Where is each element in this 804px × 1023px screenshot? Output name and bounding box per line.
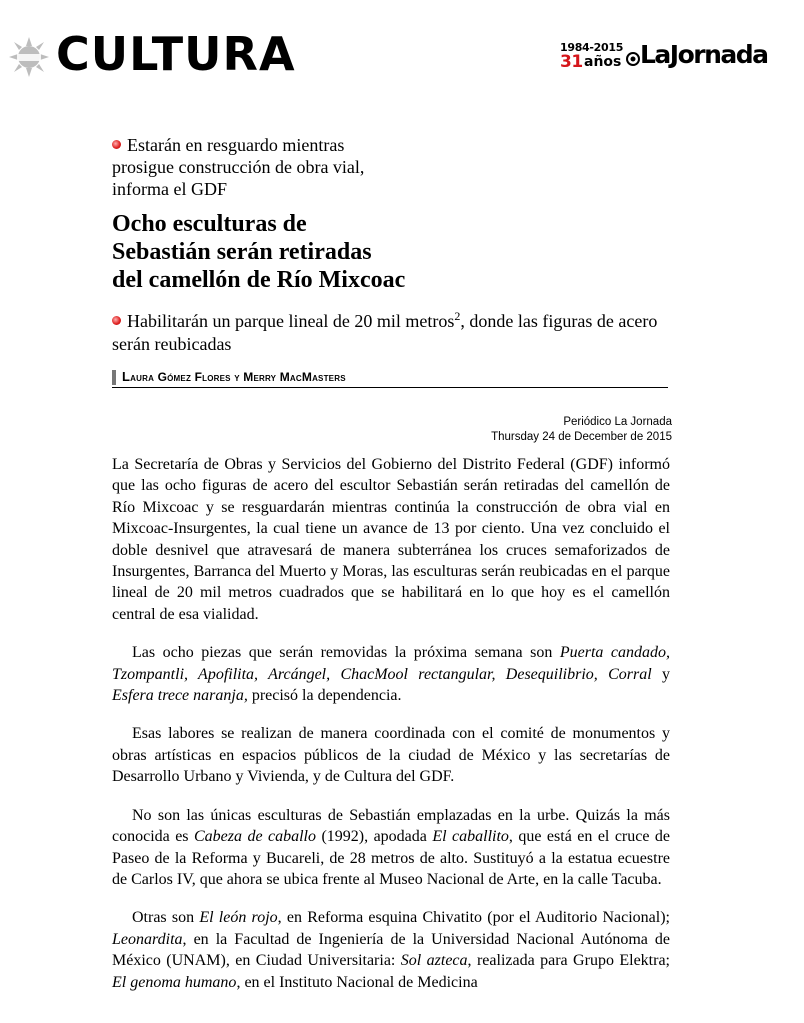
headline-line: Sebastián serán retiradas [112, 239, 372, 265]
brand-name: LaJornada [640, 40, 768, 69]
artwork-title: Sol azteca [400, 952, 468, 970]
paragraph-text: precisó la dependencia. [247, 687, 402, 705]
subhead-superscript: 2 [454, 309, 461, 323]
anniversary-years: 1984-2015 [560, 41, 624, 54]
headline-line: Ocho esculturas de [112, 211, 307, 237]
article-paragraph [112, 907, 670, 993]
article-kicker [112, 134, 402, 200]
paragraph-text: Otras son [132, 909, 200, 927]
paragraph-text: , en Reforma esquina Chivatito (por el Auditorio Nacional); [277, 909, 671, 927]
paragraph-text: , que está en el cruce de Paseo de la Reforma y Bucareli, de 28 metros de alto. Sustituyó a la estatua ecuestre de Carlos IV, que ahora se ubica frente al Museo Nacional de Arte, en la calle Tacuba. [112, 828, 671, 888]
paragraph-text: y [651, 665, 671, 683]
bullet-icon [112, 140, 121, 149]
article-paragraph: La Secretaría de Obras y Servicios del Gobierno del Distrito Federal (GDF) informó que las ocho figuras de acero del escultor Sebastián serán retiradas del camellón de Río Mixcoac y se resguardarán mientras continúa la construcción de obra vial en Mixcoac-Insurgentes, la cual tiene un avance de 13 por ciento. Una vez concluido el doble desnivel que atravesará de manera subterránea los cruces semaforizados de Insurgentes, Barranca del Muerto y Moras, las esculturas serán reubicadas en el parque lineal de 20 mil metros cuadrados que se habilitará en lo que hoy es el camellón central de esa vialidad. [112, 456, 670, 623]
subhead-text: Habilitarán un parque lineal de 20 mil metros [127, 311, 455, 331]
artwork-title: Puerta candado, Tzompantli, Apofilita, Arcángel, ChacMool rectangular, Desequilibrio, Corral [112, 644, 670, 683]
artwork-nickname: El caballito [432, 828, 509, 846]
publication-date: Thursday 24 de December de 2015 [491, 431, 672, 443]
source-name: Periódico La Jornada [563, 416, 672, 428]
article-byline [112, 369, 668, 388]
artwork-title: Esfera trece naranja, [112, 687, 248, 705]
brand-logo[interactable] [560, 40, 790, 80]
bullet-icon [112, 316, 121, 325]
paragraph-text: , en el Instituto Nacional de Medicina [236, 973, 478, 991]
sun-emblem-icon [8, 36, 50, 78]
article-paragraph [112, 642, 670, 706]
page-header [0, 0, 804, 100]
paragraph-text: No son las únicas esculturas de Sebastián emplazadas en la urbe. Quizás la más conocida es [112, 806, 670, 846]
article-headline [112, 210, 512, 294]
artwork-title: El león rojo [199, 909, 278, 927]
paragraph-text: Las ocho piezas que serán removidas la próxima semana son [132, 644, 560, 662]
brand-mark-icon [626, 52, 640, 66]
article-paragraph [112, 805, 670, 891]
subhead-rest: , donde las figuras de acero serán reubicadas [112, 311, 658, 354]
artwork-title: Leonardita [112, 930, 183, 948]
article-subheadline [112, 310, 672, 356]
headline-line: del camellón de Río Mixcoac [112, 267, 406, 293]
anniversary-count: 31 [560, 52, 583, 72]
article-source [491, 415, 672, 445]
article-paragraph: Esas labores se realizan de manera coordinada con el comité de monumentos y obras artísticas en espacios públicos de la ciudad de México y las secretarías de Desarrollo Urbano y Vivienda, y de Cultura del GDF. [112, 725, 670, 786]
byline-authors: Laura Gómez Flores y Merry MacMasters [122, 369, 346, 384]
article-body [112, 454, 670, 1010]
paragraph-text: , realizada para Grupo Elektra; [467, 952, 670, 970]
anniversary-word: años [584, 54, 622, 70]
section-title: CULTURA [56, 27, 296, 81]
paragraph-text: , en la Facultad de Ingeniería de la Universidad Nacional Autónoma de México (UNAM), en Ciudad Universitaria: [112, 930, 670, 970]
paragraph-text: (1992), apodada [316, 828, 433, 846]
kicker-text: Estarán en resguardo mientras prosigue construcción de obra vial, informa el GDF [112, 135, 365, 199]
artwork-title: Cabeza de caballo [194, 828, 317, 846]
artwork-title: El genoma humano [112, 973, 237, 991]
byline-marker [112, 370, 116, 385]
